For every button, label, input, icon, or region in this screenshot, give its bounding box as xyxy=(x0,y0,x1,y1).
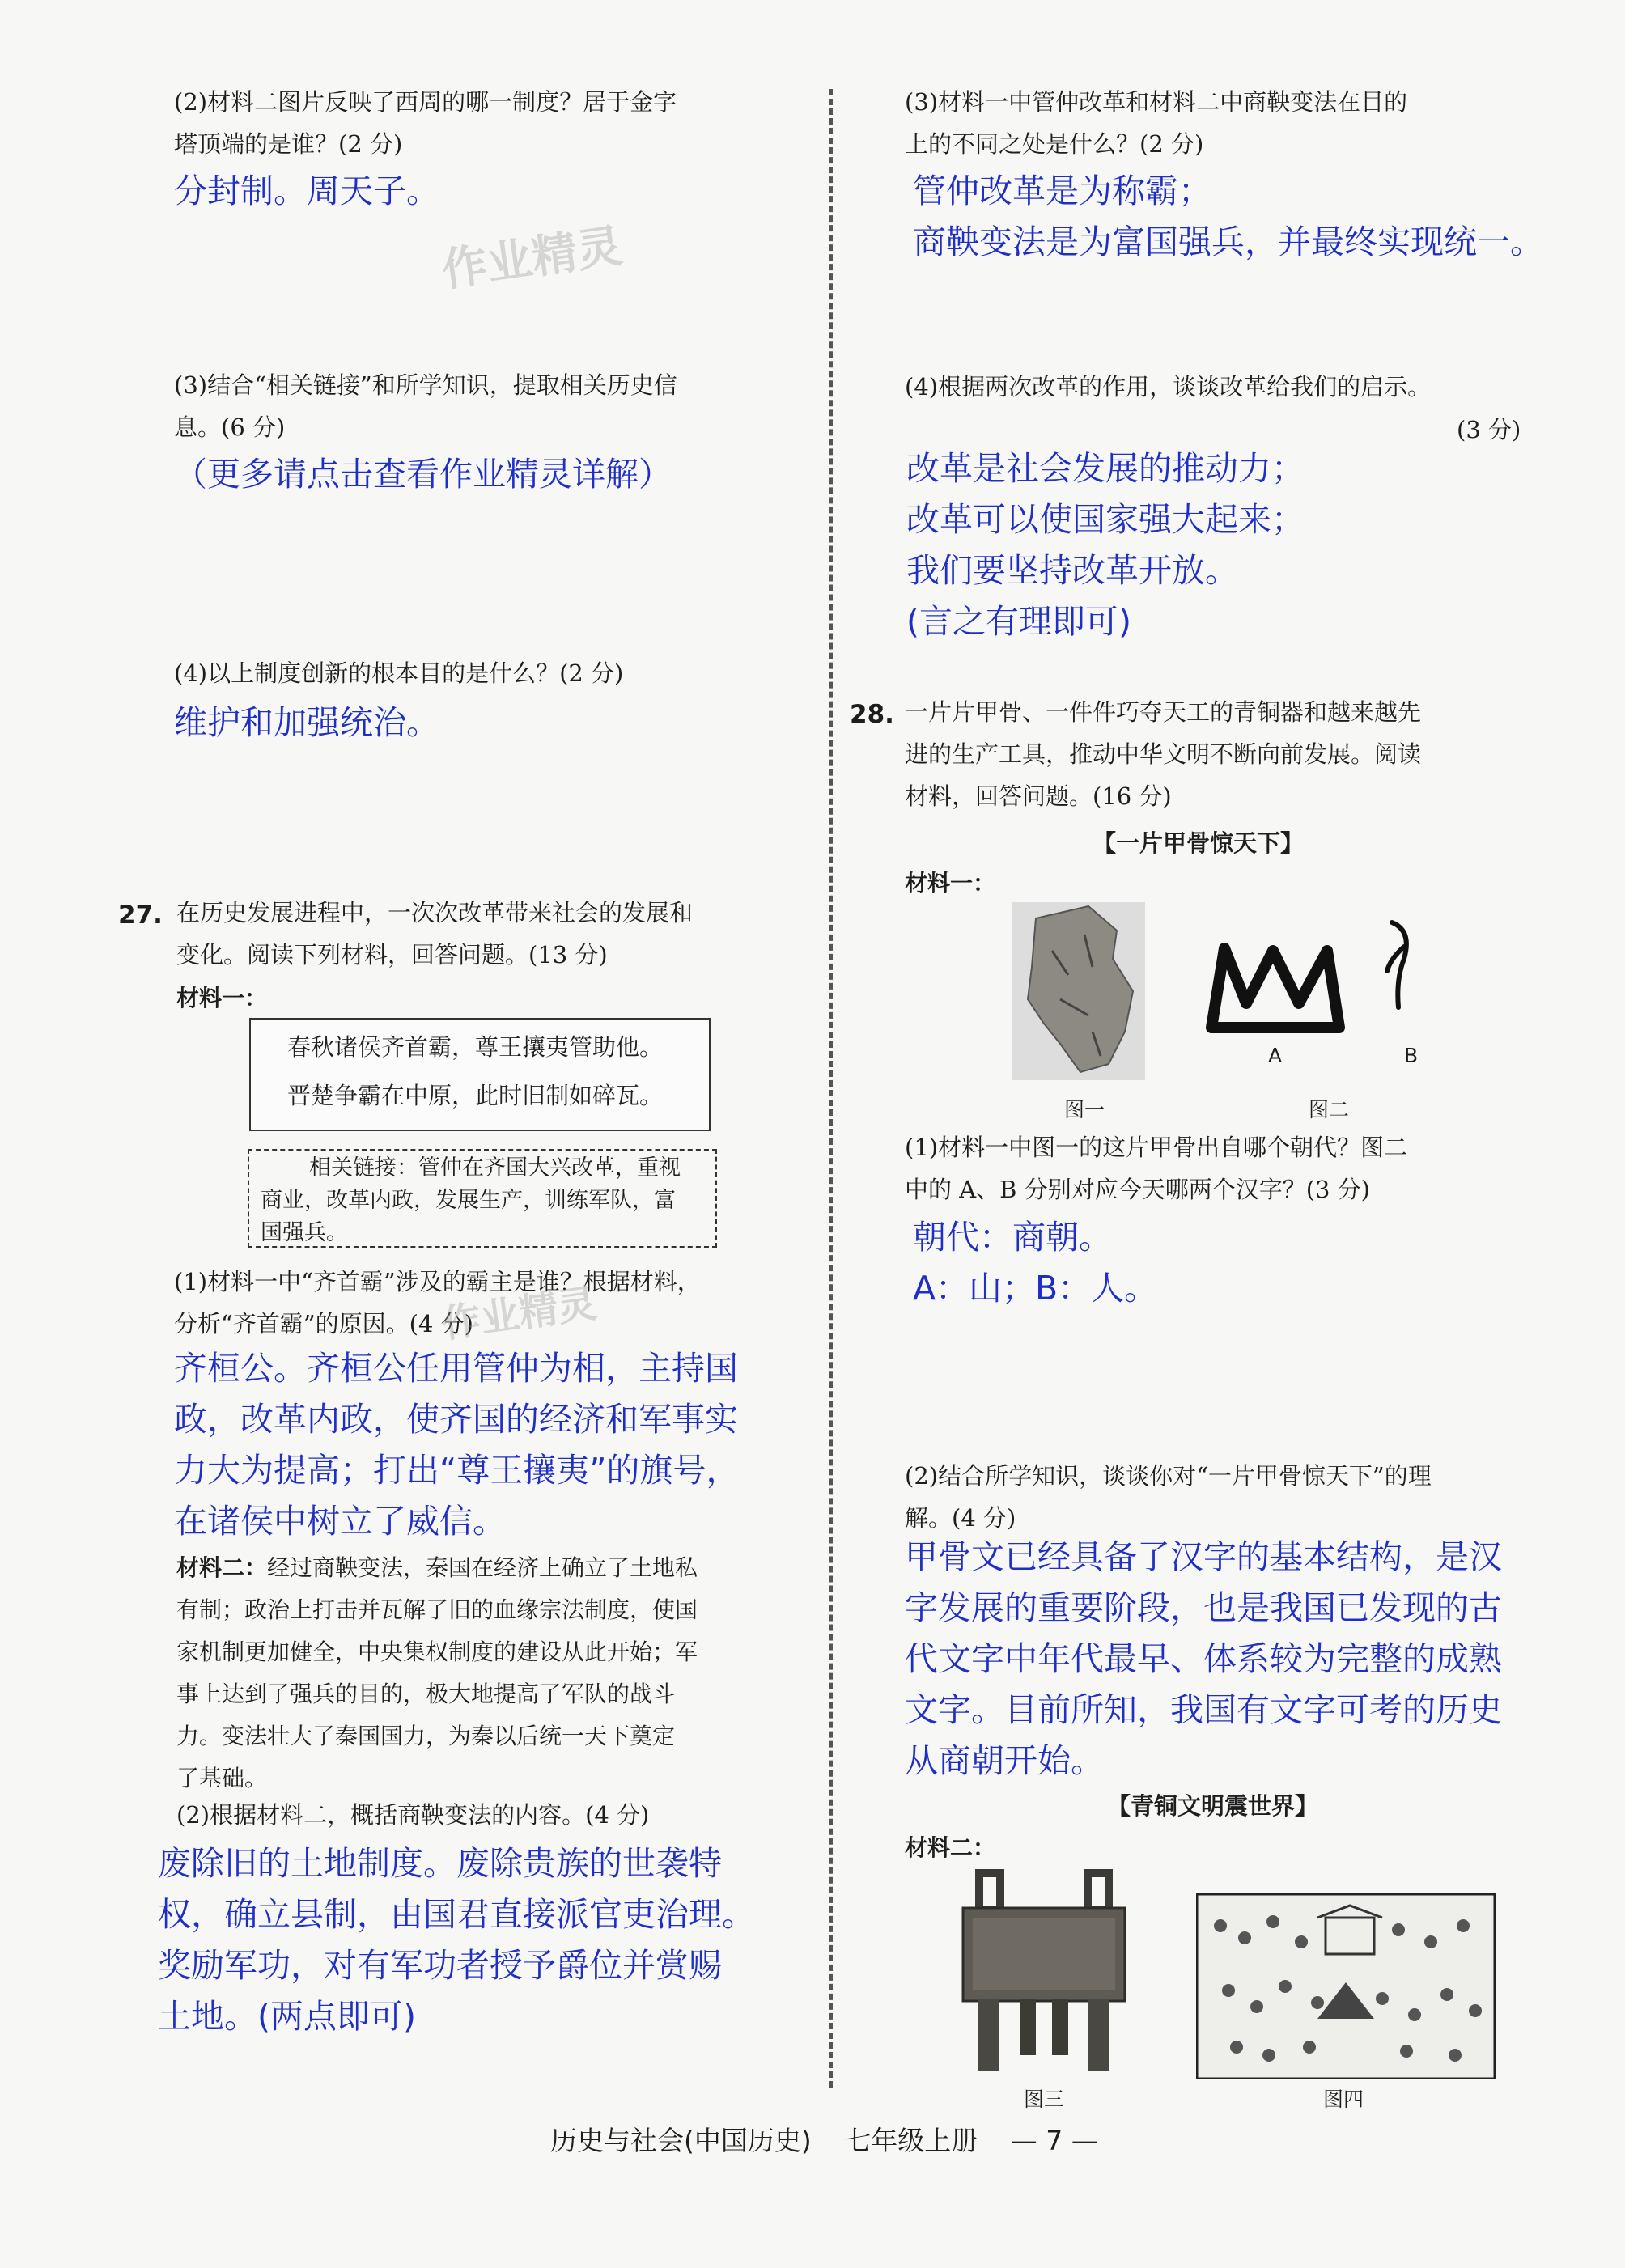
question-26-3: (3)结合“相关链接”和所学知识，提取相关历史信 息。(6 分) xyxy=(174,371,677,441)
question-26-4: (4)以上制度创新的根本目的是什么？(2 分) xyxy=(174,659,624,687)
question-27-1: (1)材料一中“齐首霸”涉及的霸主是谁？根据材料， 分析“齐首霸”的原因。(4 分) xyxy=(174,1268,701,1337)
material-1-label: 材料一： xyxy=(176,985,268,1011)
answer-27-2: 废除旧的土地制度。废除贵族的世袭特 权，确立县制，由国君直接派官吏治理。 奖励军功，对有军功者授予爵位并赏赐 土地。(两点即可) xyxy=(158,1844,755,2036)
answer-27-1: 齐桓公。齐桓公任用管仲为相，主持国 政，改革内政，使齐国的经济和军事实 力大为提高；打出“尊王攘夷”的旗号， 在诸侯中树立了威信。 xyxy=(174,1349,740,1541)
answer-27-3: 管仲改革是为称霸； 商鞅变法是为富国强兵，并最终实现统一。 xyxy=(913,172,1543,261)
answer-26-3-link[interactable]: （更多请点击查看作业精灵详解） xyxy=(174,455,672,494)
answer-28-1: 朝代：商朝。 A：山；B：人。 xyxy=(913,1218,1158,1308)
material-2-label: 材料二： xyxy=(176,1554,268,1581)
question-27-2: (2)根据材料二，概括商鞅变法的内容。(4 分) xyxy=(176,1801,650,1829)
page-footer xyxy=(550,2120,1122,2158)
material-2-text: 材料二：经过商鞅变法，秦国在经济上确立了土地私 有制；政治上打击并瓦解了旧的血缘宗法制度，使国 家机制更加健全，中央集权制度的建设从此开始；军 事上达到了强兵的目的，极大地提高了军队的战斗 力。变法壮大了秦国国力，为秦以后统一天下奠定 了基础。 xyxy=(176,1554,698,1791)
question-27-4: (4)根据两次改革的作用，谈谈改革给我们的启示。 xyxy=(905,373,1432,401)
answer-26-2: 分封制。周天子。 xyxy=(174,172,439,210)
watermark: 作业精灵 xyxy=(439,219,626,298)
section-bronze-heading: 【青铜文明震世界】 xyxy=(1107,1792,1319,1820)
glyph-a-mountain-icon xyxy=(1202,939,1351,1036)
figure-3-caption: 图三 xyxy=(1024,2088,1065,2111)
material-2-label-right: 材料二： xyxy=(905,1834,996,1861)
footer-page-number: — 7 — xyxy=(1010,2125,1098,2156)
answer-27-4: 改革是社会发展的推动力； 改革可以使国家强大起来； 我们要坚持改革开放。 (言之有理即可) xyxy=(906,449,1305,641)
oracle-bone-image xyxy=(1012,902,1145,1080)
question-28-2: (2)结合所学知识，谈谈你对“一片甲骨惊天下”的理 解。(4 分) xyxy=(905,1462,1432,1532)
figure-2-caption: 图二 xyxy=(1309,1098,1350,1121)
glyph-b-person-icon xyxy=(1376,914,1424,1020)
footer-grade: 七年级上册 xyxy=(844,2125,978,2156)
answer-28-2: 甲骨文已经具备了汉字的基本结构，是汉 字发展的重要阶段，也是我国已发现的古 代文字中年代最早、体系较为完整的成熟 文字。目前所知，我国有文字可考的历史 从商朝开始。 xyxy=(905,1537,1502,1780)
bronze-ding-image xyxy=(955,1869,1133,2075)
footer-subject: 历史与社会(中国历史) xyxy=(550,2125,812,2156)
glyph-b-label: B xyxy=(1404,1044,1419,1067)
question-27-number: 27. xyxy=(118,901,163,930)
question-28-number: 28. xyxy=(850,700,894,729)
figure-4-caption: 图四 xyxy=(1323,2088,1364,2111)
question-26-2: (2)材料二图片反映了西周的哪一制度？居于金字 塔顶端的是谁？(2 分) xyxy=(174,88,677,158)
question-27-4-score: (3 分) xyxy=(1457,416,1521,443)
battle-scene-image xyxy=(1196,1893,1496,2079)
question-28-intro: 一片片甲骨、一件件巧夺天工的青铜器和越来越先 进的生产工具，推动中华文明不断向前发展。阅读 材料，回答问题。(16 分) xyxy=(905,698,1422,810)
material-1-label-right: 材料一： xyxy=(905,870,996,897)
glyph-a-label: A xyxy=(1268,1044,1283,1067)
related-link-box: 相关链接：管仲在齐国大兴改革，重视 商业，改革内政，发展生产，训练军队，富 国强兵。 xyxy=(248,1149,717,1248)
question-28-1: (1)材料一中图一的这片甲骨出自哪个朝代？图二 中的 A、B 分别对应今天哪两个汉字？(3 分) xyxy=(905,1134,1408,1203)
answer-26-4: 维护和加强统治。 xyxy=(174,703,439,742)
poem-box: 春秋诸侯齐首霸，尊王攘夷管助他。 晋楚争霸在中原，此时旧制如碎瓦。 xyxy=(249,1018,711,1131)
watermark: 作业精灵 xyxy=(439,1280,600,1348)
question-27-intro: 在历史发展进程中，一次次改革带来社会的发展和 变化。阅读下列材料，回答问题。(13 分) xyxy=(176,899,694,969)
section-oracle-bone-heading: 【一片甲骨惊天下】 xyxy=(1093,829,1305,857)
question-27-3: (3)材料一中管仲改革和材料二中商鞅变法在目的 上的不同之处是什么？(2 分) xyxy=(905,88,1408,158)
figure-1-caption: 图一 xyxy=(1064,1098,1105,1121)
